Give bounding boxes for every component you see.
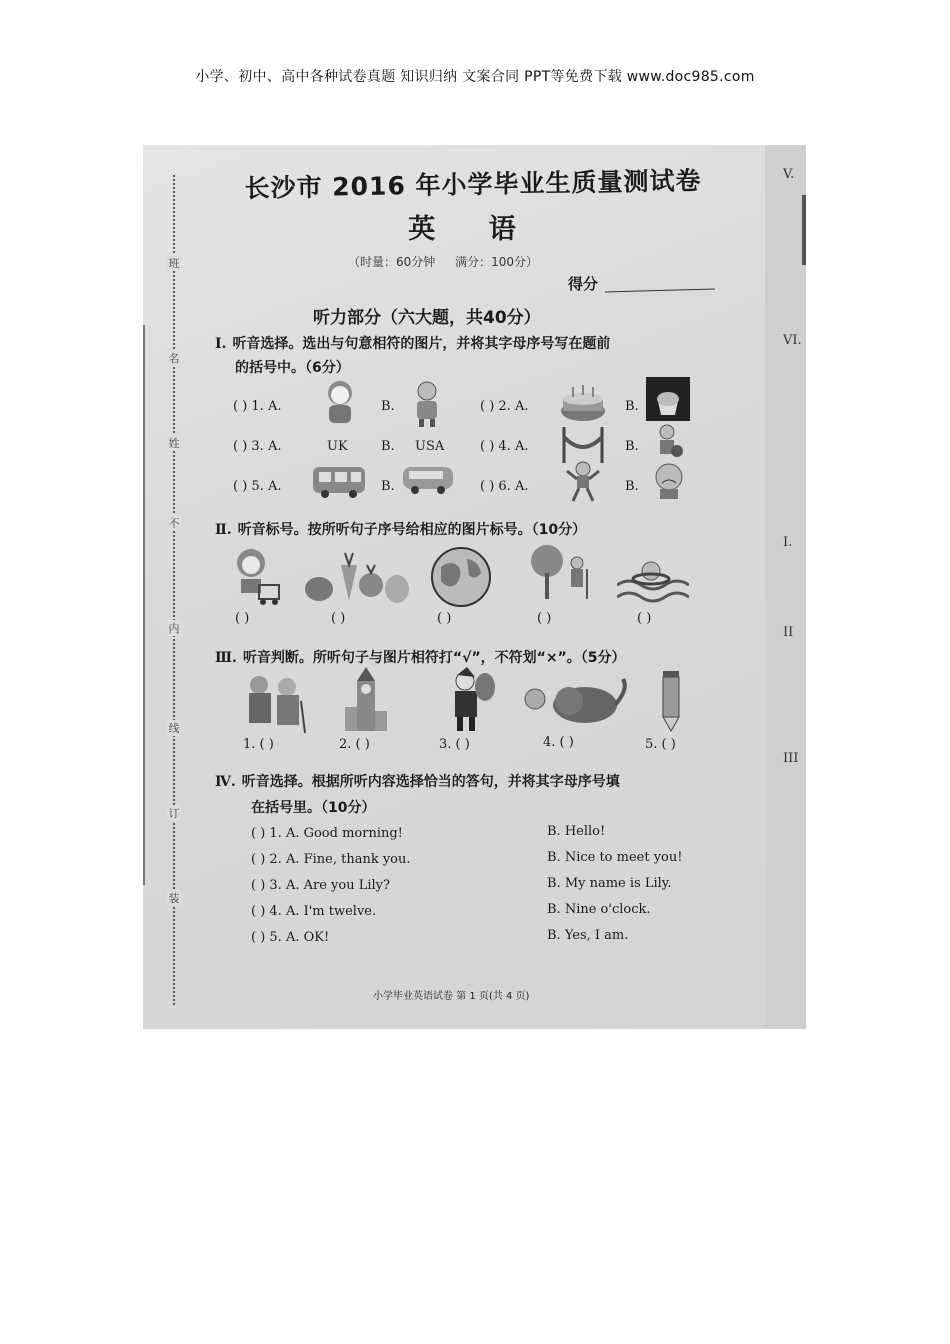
s3-item-4: 4. ( ): [543, 735, 574, 750]
section4-num: Ⅳ.: [215, 774, 236, 790]
q3-bracket: ( ) 3. A.: [233, 439, 282, 454]
s4-item-4-b: B. Nine o'clock.: [547, 902, 651, 917]
section2-num: Ⅱ.: [215, 522, 232, 538]
s3-item-3: 3. ( ): [439, 737, 470, 752]
boy-picture: [405, 377, 449, 427]
side-label: 线: [168, 722, 180, 735]
right-tab-v: V.: [783, 167, 795, 182]
s4-item-4-a: ( ) 4. A. I'm twelve.: [251, 904, 377, 919]
q6-b: B.: [625, 479, 639, 494]
right-tab-ii: II: [783, 625, 794, 640]
s4-item-1-a: ( ) 1. A. Good morning!: [251, 826, 403, 841]
vegetables-picture: [301, 545, 411, 607]
side-label: 订: [168, 807, 180, 820]
s4-item-2-a: ( ) 2. A. Fine, thank you.: [251, 852, 411, 867]
usa-text: USA: [415, 439, 445, 454]
pencil-picture: [653, 669, 689, 733]
s2-bracket-1: ( ): [235, 611, 250, 626]
s2-bracket-3: ( ): [437, 611, 452, 626]
side-label: 内: [168, 622, 180, 635]
q4-b: B.: [625, 439, 639, 454]
train-picture: [311, 461, 367, 499]
right-tab-vi: VI.: [783, 333, 802, 348]
s4-item-3-a: ( ) 3. A. Are you Lily?: [251, 878, 390, 893]
site-header: 小学、初中、高中各种试卷真题 知识归纳 文案合同 PPT等免费下载 www.doc985.com: [195, 69, 755, 85]
side-label: 装: [168, 892, 180, 905]
girl-picture: [315, 377, 365, 427]
s4-item-5-a: ( ) 5. A. OK!: [251, 930, 330, 945]
bus-picture: [401, 463, 457, 497]
s4-item-1-b: B. Hello!: [547, 824, 606, 839]
old-couple-picture: [237, 671, 309, 735]
q3-b: B.: [381, 439, 395, 454]
q1-b: B.: [381, 399, 395, 414]
right-tab-i: I.: [783, 535, 793, 550]
exam-photo: [143, 145, 806, 1029]
s2-bracket-4: ( ): [537, 611, 552, 626]
exam-sheet: [143, 145, 763, 1029]
santa-picture: [439, 667, 499, 733]
section2-instruction: [215, 519, 586, 539]
s2-bracket-5: ( ): [637, 611, 652, 626]
globe-picture: [429, 545, 493, 609]
s3-item-1: 1. ( ): [243, 737, 274, 752]
margin-line: [143, 325, 145, 885]
cat-and-mouse-picture: [519, 675, 631, 729]
exam-title: 长沙市 2016 年小学毕业生质量测试卷: [244, 166, 702, 203]
exam-subject: 英 语: [408, 214, 538, 245]
shopping-girl-picture: [229, 545, 285, 607]
s2-bracket-2: ( ): [331, 611, 346, 626]
q6-bracket: ( ) 6. A.: [480, 479, 529, 494]
planting-tree-picture: [523, 543, 597, 607]
s3-item-2: 2. ( ): [339, 737, 370, 752]
hammock-picture: [558, 425, 608, 465]
right-tab-iii: III: [783, 751, 799, 766]
big-ben-picture: [341, 667, 391, 735]
page-footer: 小学毕业英语试卷 第 1 页(共 4 页): [373, 991, 530, 1002]
section1-instruction: [215, 333, 610, 353]
uk-text: UK: [327, 439, 348, 454]
s4-item-3-b: B. My name is Lily.: [547, 876, 672, 891]
section3-instruction: [215, 647, 626, 667]
q5-b: B.: [381, 479, 395, 494]
binding-dotted-line: [173, 175, 177, 1005]
side-label: 名: [168, 352, 180, 365]
q2-b: B.: [625, 399, 639, 414]
section3-num: Ⅲ.: [215, 650, 237, 666]
s3-item-5: 5. ( ): [645, 737, 676, 752]
side-label: 班: [168, 257, 180, 270]
jumping-boy-picture: [563, 461, 603, 503]
q5-bracket: ( ) 5. A.: [233, 479, 282, 494]
side-label: 不: [168, 517, 180, 530]
right-edge-strip: [802, 195, 806, 265]
section1-text-1: 听音选择。选出与句意相符的图片，并将其字母序号写在题前: [232, 336, 611, 352]
cupcake-picture: [646, 377, 690, 421]
section2-text: 听音标号。按所听句子序号给相应的图片标号。（10分）: [237, 522, 587, 538]
section3-text: 听音判断。所听句子与图片相符打“√”，不符划“×”。（5分）: [242, 650, 626, 666]
section1-num: Ⅰ.: [215, 336, 227, 352]
crying-kid-picture: [649, 461, 689, 501]
birthday-cake-picture: [558, 381, 608, 423]
s4-item-5-b: B. Yes, I am.: [547, 928, 629, 943]
listening-heading: 听力部分（六大题，共40分）: [313, 308, 541, 328]
s4-item-2-b: B. Nice to meet you!: [547, 850, 683, 865]
q1-bracket: ( ) 1. A.: [233, 399, 282, 414]
basketball-boy-picture: [651, 423, 685, 465]
section4-text-1: 听音选择。根据所听内容选择恰当的答句，并将其字母序号填: [241, 774, 620, 790]
time-info: （时量：60分钟 满分：100分）: [348, 255, 538, 269]
section4-instruction: [215, 771, 620, 791]
next-page-edge: [765, 145, 806, 1029]
section4-instruction-2: 在括号里。（10分）: [251, 800, 376, 816]
q4-bracket: ( ) 4. A.: [480, 439, 529, 454]
q2-bracket: ( ) 2. A.: [480, 399, 529, 414]
score-blank: [605, 289, 715, 293]
side-label: 姓: [168, 437, 180, 450]
section1-instruction-2: 的括号中。（6分）: [235, 360, 350, 376]
score-label: 得分: [568, 275, 599, 293]
swimming-picture: [617, 545, 689, 607]
